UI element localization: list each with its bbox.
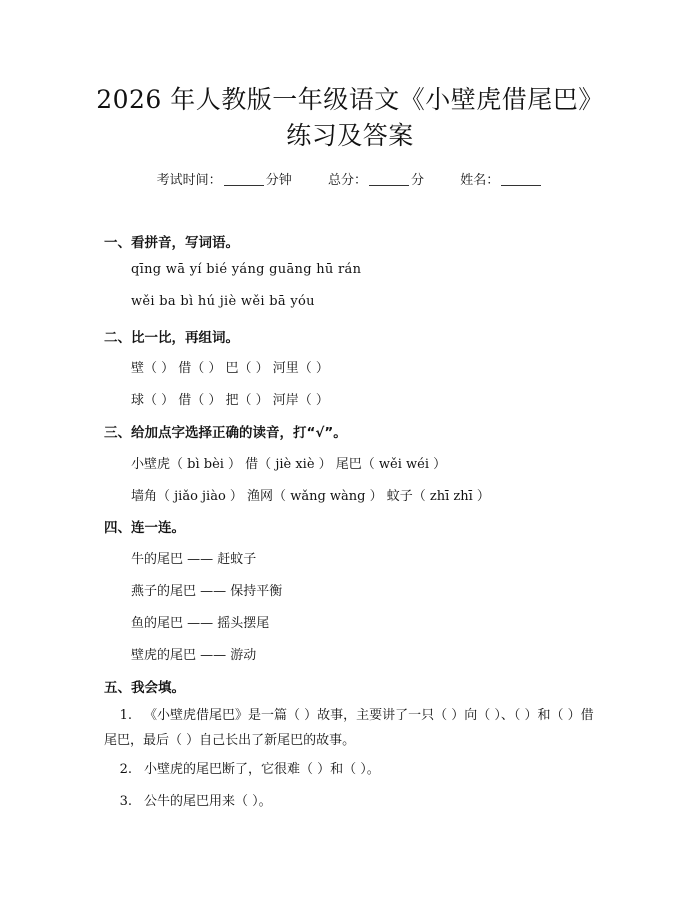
exam-meta bbox=[0, 169, 700, 188]
match-item: 壁虎的尾巴 —— 游动 bbox=[131, 648, 257, 663]
document-title-line-1: 2026 年人教版一年级语文《小壁虎借尾巴》 bbox=[96, 85, 604, 114]
time-label: 考试时间： bbox=[156, 173, 222, 188]
section-4-heading: 四、连一连。 bbox=[104, 520, 185, 536]
time-unit: 分钟 bbox=[265, 173, 292, 188]
section-1-heading: 一、看拼音，写词语。 bbox=[104, 235, 239, 251]
question-number: 2. bbox=[119, 762, 132, 777]
name-label: 姓名： bbox=[460, 173, 500, 188]
time-blank bbox=[224, 173, 264, 186]
section-2-heading: 二、比一比，再组词。 bbox=[104, 330, 239, 346]
fill-question-2 bbox=[104, 757, 598, 782]
question-text: 公牛的尾巴用来（ ）。 bbox=[144, 794, 272, 809]
reading-line-2: 墙角（ jiǎo jiào ） 渔网（ wǎng wàng ） 蚊子（ zhī zhī ） bbox=[131, 489, 490, 504]
match-item: 鱼的尾巴 —— 摇头摆尾 bbox=[131, 616, 270, 631]
reading-line-1: 小壁虎（ bì bèi ） 借（ jiè xiè ） 尾巴（ wěi wéi ） bbox=[131, 457, 447, 472]
pinyin-line-2: wěi ba bì hú jiè wěi bā yóu bbox=[131, 294, 315, 309]
pinyin-line-1: qīng wā yí bié yáng guāng hū rán bbox=[131, 262, 362, 277]
match-item: 牛的尾巴 —— 赶蚊子 bbox=[131, 552, 257, 567]
fill-question-1 bbox=[104, 703, 598, 753]
question-text: 小壁虎的尾巴断了，它很难（ ）和（ ）。 bbox=[144, 762, 380, 777]
score-unit: 分 bbox=[411, 173, 425, 188]
section-3-heading: 三、给加点字选择正确的读音，打“√”。 bbox=[104, 425, 347, 441]
question-number: 1. bbox=[119, 708, 132, 723]
compare-line-1: 壁（ ） 借（ ） 巴（ ） 河里（ ） bbox=[131, 361, 329, 376]
score-blank bbox=[369, 173, 409, 186]
name-blank bbox=[501, 173, 541, 186]
document-title-line-2: 练习及答案 bbox=[286, 121, 414, 150]
section-5-heading: 五、我会填。 bbox=[104, 680, 185, 696]
score-label: 总分： bbox=[327, 173, 367, 188]
question-text: 《小壁虎借尾巴》是一篇（ ）故事，主要讲了一只（ ）向（ ）、（ ）和（ ）借尾巴，最后（ ）自己长出了新尾巴的故事。 bbox=[104, 708, 594, 748]
fill-question-3 bbox=[104, 789, 598, 814]
question-number: 3. bbox=[119, 794, 132, 809]
match-item: 燕子的尾巴 —— 保持平衡 bbox=[131, 584, 283, 599]
compare-line-2: 球（ ） 借（ ） 把（ ） 河岸（ ） bbox=[131, 393, 329, 408]
